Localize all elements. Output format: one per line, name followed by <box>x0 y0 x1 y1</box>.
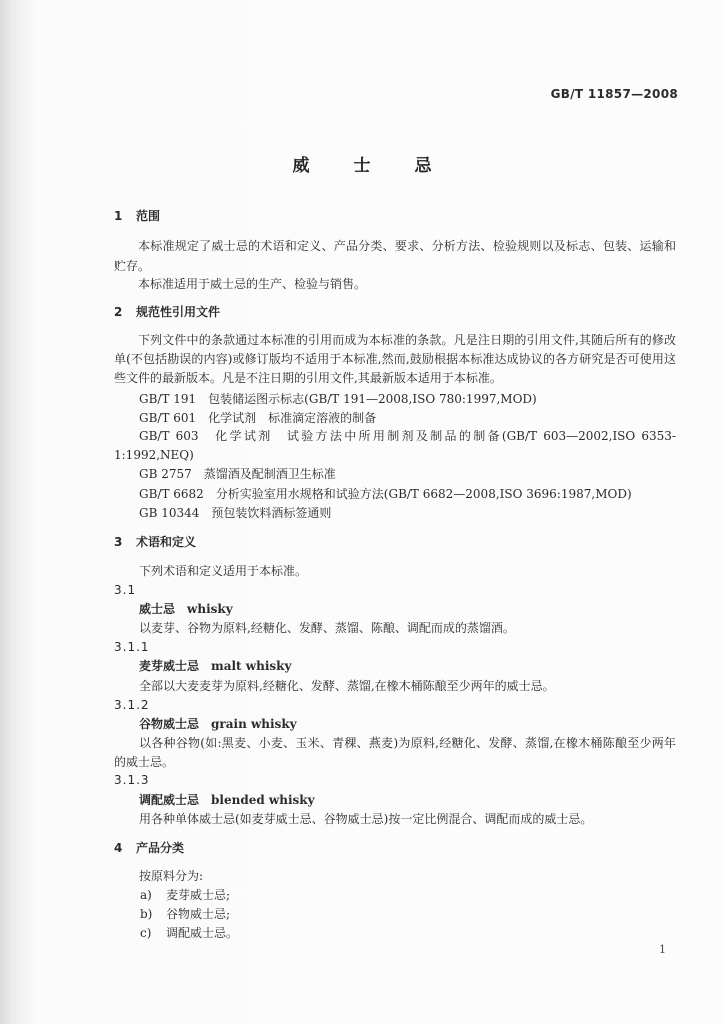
clause-number: 3.1.3 <box>114 773 150 787</box>
term-definition: 全部以大麦麦芽为原料,经糖化、发酵、蒸馏,在橡木桶陈酿至少两年的威士忌。 <box>139 679 555 693</box>
section-title: 范围 <box>136 209 161 223</box>
list-text: 调配威士忌。 <box>166 926 239 940</box>
term-en: blended whisky <box>211 793 315 807</box>
normative-reference: GB 10344 预包装饮料酒标签通则 <box>139 506 332 520</box>
term-en: whisky <box>187 602 233 616</box>
list-text: 麦芽威士忌; <box>166 888 231 902</box>
page-number: 1 <box>659 943 666 956</box>
section-2-intro: 下列文件中的条款通过本标准的引用而成为本标准的条款。凡是注日期的引用文件,其随后所有的修改单(不包括勘误的内容)或修订版均不适用于本标准,然而,鼓励根据本标准达成协议的各方研究是否可使用这些文件的最新版本。凡是不注日期的引用文件,其最新版本适用于本标准。 <box>114 333 676 385</box>
section-title: 术语和定义 <box>136 535 197 549</box>
section-1-paragraph-2: 本标准适用于威士忌的生产、检验与销售。 <box>138 277 367 291</box>
list-marker: a) <box>140 888 152 902</box>
list-item <box>140 907 230 921</box>
term-zh: 麦芽威士忌 <box>139 659 200 673</box>
term-en: grain whisky <box>211 717 297 731</box>
term-heading <box>139 793 315 807</box>
term-zh: 威士忌 <box>139 602 176 616</box>
term-definition: 以各种谷物(如:黑麦、小麦、玉米、青稞、燕麦)为原料,经糖化、发酵、蒸馏,在橡木桶陈酿至少两年的威士忌。 <box>114 736 676 769</box>
standard-code: GB/T 11857—2008 <box>550 87 678 101</box>
term-zh: 调配威士忌 <box>139 793 200 807</box>
normative-reference: GB/T 601 化学试剂 标准滴定溶液的制备 <box>139 411 377 425</box>
normative-reference: GB/T 6682 分析实验室用水规格和试验方法(GB/T 6682—2008,ISO 3696:1987,MOD) <box>139 487 632 501</box>
term-en: malt whisky <box>211 659 292 673</box>
section-title: 产品分类 <box>136 841 185 855</box>
section-3-heading <box>114 535 196 549</box>
section-number: 2 <box>114 305 123 319</box>
term-heading <box>139 602 233 616</box>
clause-number: 3.1.2 <box>114 698 150 712</box>
section-1-heading <box>114 209 160 223</box>
section-1-paragraph-1: 本标准规定了威士忌的术语和定义、产品分类、要求、分析方法、检验规则以及标志、包装、运输和贮存。 <box>114 239 676 273</box>
term-heading <box>139 717 297 731</box>
section-number: 4 <box>114 841 123 855</box>
list-item <box>140 888 230 902</box>
list-item <box>140 926 238 940</box>
clause-number: 3.1.1 <box>114 640 150 654</box>
list-marker: c) <box>140 926 152 940</box>
section-4-intro: 按原料分为: <box>139 869 204 883</box>
document-title: 威士忌 <box>292 156 476 176</box>
term-definition: 用各种单体威士忌(如麦芽威士忌、谷物威士忌)按一定比例混合、调配而成的威士忌。 <box>139 812 593 826</box>
normative-reference: GB/T 191 包装储运图示标志(GB/T 191—2008,ISO 780:1997,MOD) <box>139 392 537 406</box>
normative-reference: GB/T 603 化学试剂 试验方法中所用制剂及制品的制备(GB/T 603—2002,ISO 6353-1:1992,NEQ) <box>114 429 676 462</box>
clause-number: 3.1 <box>114 583 137 597</box>
term-definition: 以麦芽、谷物为原料,经糖化、发酵、蒸馏、陈酿、调配而成的蒸馏酒。 <box>139 621 515 635</box>
section-number: 1 <box>114 209 123 223</box>
list-marker: b) <box>140 907 153 921</box>
section-2-heading <box>114 305 220 319</box>
term-zh: 谷物威士忌 <box>139 717 200 731</box>
list-text: 谷物威士忌; <box>166 907 231 921</box>
section-number: 3 <box>114 535 123 549</box>
term-heading <box>139 659 291 673</box>
section-4-heading <box>114 841 184 855</box>
normative-reference: GB 2757 蒸馏酒及配制酒卫生标准 <box>139 467 336 481</box>
section-3-intro: 下列术语和定义适用于本标准。 <box>139 564 308 578</box>
section-title: 规范性引用文件 <box>136 305 221 319</box>
